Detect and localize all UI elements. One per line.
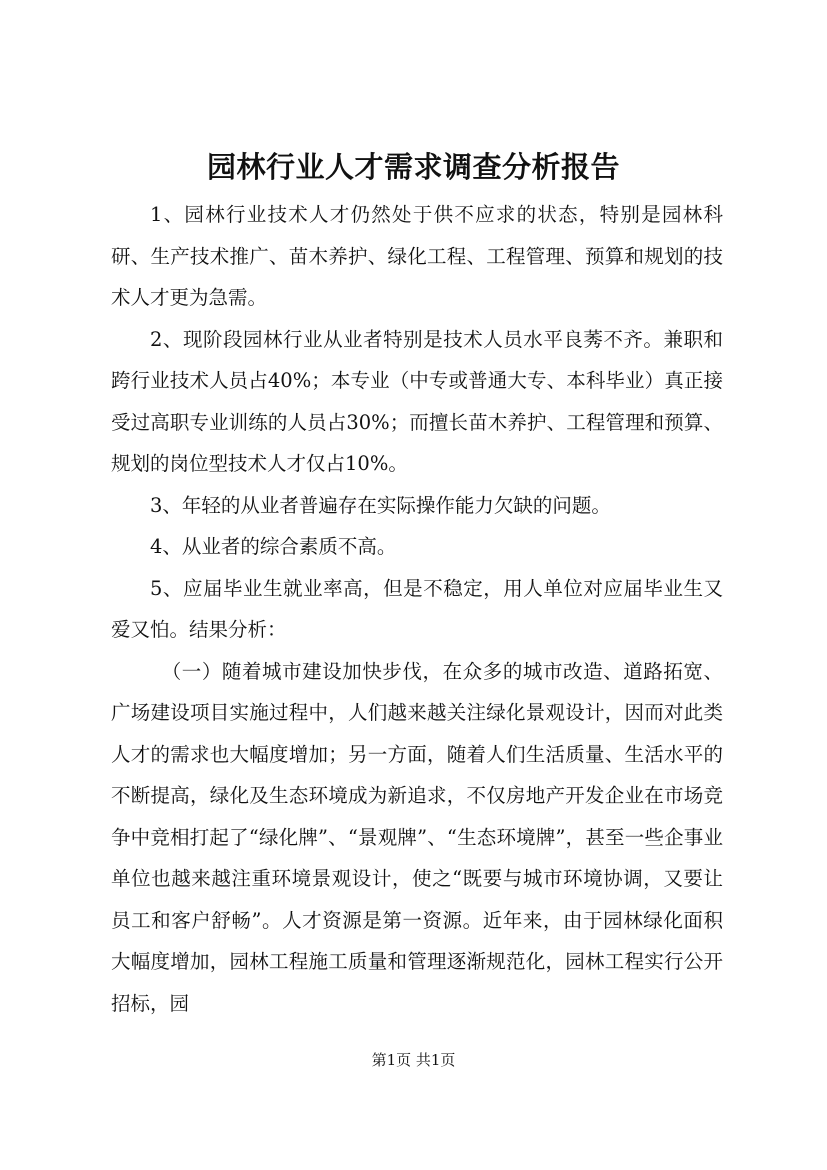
paragraph-2: 2、现阶段园林行业从业者特别是技术人员水平良莠不齐。兼职和跨行业技术人员占40%；本专业（中专或普通大专、本科毕业）真正接受过高职专业训练的人员占30%；而擅长苗木养护、工程管理和预算、规划的岗位型技术人才仅占10%。 <box>111 327 723 475</box>
paragraph-4: 4、从业者的综合素质不高。 <box>150 535 397 558</box>
document-body <box>111 194 723 1024</box>
paragraph-1: 1、园林行业技术人才仍然处于供不应求的状态，特别是园林科研、生产技术推广、苗木养护、绿化工程、工程管理、预算和规划的技术人才更为急需。 <box>111 203 723 309</box>
paragraph-3: 3、年轻的从业者普遍存在实际操作能力欠缺的问题。 <box>150 493 611 517</box>
paragraph-analysis-1: （一）随着城市建设加快步伐，在众多的城市改造、道路拓宽、广场建设项目实施过程中，人们越来越关注绿化景观设计，因而对此类人才的需求也大幅度增加；另一方面，随着人们生活质量、生活水平的不断提高，绿化及生态环境成为新追求，不仅房地产开发企业在市场竞争中竞相打起了“绿化牌”、“景观牌”、“生态环境牌”，甚至一些企事业单位也越来越注重环境景观设计，使之“既要与城市环境协调，又要让员工和客户舒畅”。人才资源是第一资源。近年来，由于园林绿化面积大幅度增加，园林工程施工质量和管理逐渐规范化，园林工程实行公开招标，园 <box>111 659 723 1015</box>
document-title: 园林行业人才需求调查分析报告 <box>206 150 620 184</box>
paragraph-5: 5、应届毕业生就业率高，但是不稳定，用人单位对应届毕业生又爱又怕。结果分析： <box>111 576 723 641</box>
page-footer: 第1页 共1页 <box>371 1051 456 1069</box>
